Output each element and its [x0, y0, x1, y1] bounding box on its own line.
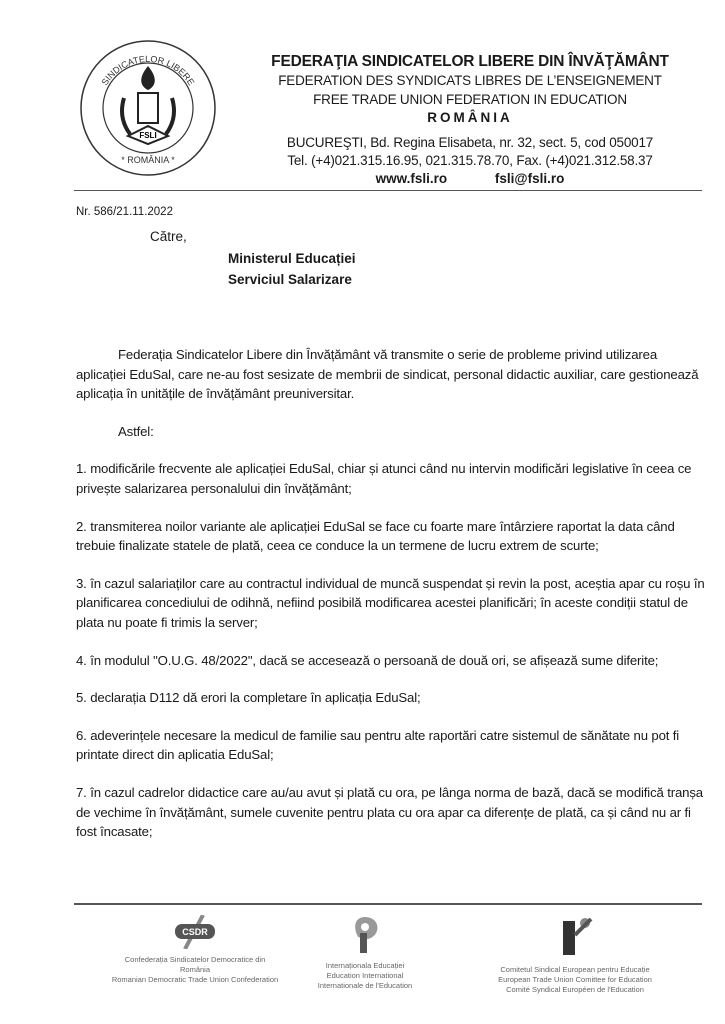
- footer-divider: [74, 903, 702, 905]
- astfel-label: Astfel:: [118, 423, 154, 439]
- list-item: 6. adeverințele necesare la medicul de familie sau pentru alte raportări catre sistemul de sănătate nu pot fi printate direct din aplicatia EduSal;: [76, 727, 680, 763]
- footer-etuce: [470, 915, 680, 995]
- list-item: 5. declarația D112 dă erori la completare în aplicația EduSal;: [76, 690, 421, 706]
- org-title: FEDERAŢIA SINDICATELOR LIBERE DIN ÎNVĂŢĂMÂNT: [271, 53, 669, 70]
- email-link[interactable]: fsli@fsli.ro: [494, 171, 565, 186]
- footer-text: Romanian Democratic Trade Union Confederation: [111, 975, 279, 984]
- footer-text: Confederația Sindicatelor Democratice din: [124, 955, 266, 964]
- etuce-logo: [555, 915, 595, 959]
- website-link[interactable]: www.fsli.ro: [375, 171, 448, 186]
- svg-text:* ROMÂNIA *: * ROMÂNIA *: [121, 155, 175, 165]
- footer-text: Internaționala Educației: [325, 961, 405, 970]
- org-name-fr: FEDERATION DES SYNDICATS LIBRES DE L’ENSEIGNEMENT: [278, 73, 662, 88]
- footer-text: Internationale de l'Education: [317, 981, 413, 990]
- fsli-seal-logo: [78, 38, 218, 178]
- header-divider: [74, 190, 702, 191]
- footer-text: Comitetul Sindical European pentru Educație: [500, 965, 650, 974]
- recipient-line-1: Ministerul Educației: [228, 251, 356, 266]
- list-item: 2. transmiterea noilor variante ale aplicației EduSal se face cu foarte mare întârziere raportat la data când trebuie finalizate statele de plată, ceea ce conduce la un termene de lucru extrem de scurte;: [76, 518, 675, 554]
- footer-ei: [300, 915, 430, 991]
- footer-text: Comité Syndical Européen de l'Education: [506, 985, 644, 994]
- education-international-logo: [348, 915, 382, 955]
- letter-body: [76, 345, 706, 860]
- csdr-logo: [173, 915, 217, 949]
- footer-text: Education International: [326, 971, 404, 980]
- footer-text: România: [179, 965, 210, 974]
- svg-text:SINDICATELOR LIBERE: SINDICATELOR LIBERE: [99, 53, 197, 88]
- list-item: 3. în cazul salariaților care au contractul individual de muncă suspendat și revin la post, aceștia apar cu roșu în planificarea concediului de odihnă, nefiind posibilă modificarea acestei planificări; în aceste condiții statul de plata nu poate fi trimis la server;: [76, 575, 705, 630]
- org-address: BUCUREŞTI, Bd. Regina Elisabeta, nr. 32, sect. 5, cod 050017: [286, 135, 654, 150]
- list-item: 1. modificările frecvente ale aplicației EduSal, chiar și atunci când nu intervin modificări legislative în ceea ce privește salarizarea personalului din învățământ;: [76, 461, 692, 496]
- recipient-line-2: Serviciul Salarizare: [228, 272, 352, 287]
- org-phone: Tel. (+4)021.315.16.95, 021.315.78.70, Fax. (+4)021.312.58.37: [287, 153, 653, 168]
- salutation: Către,: [150, 229, 187, 244]
- org-country: ROMÂNIA: [427, 110, 513, 125]
- footer-text: European Trade Union Comittee for Education: [498, 975, 652, 984]
- intro-paragraph: Federația Sindicatelor Libere din Învățământ vă transmite o serie de probleme privind utilizarea aplicației EduSal, care ne-au fost sesizate de membrii de sindicat, personal didactic auxiliar, care gestionează aplicația în unitățile de învățământ preuniversitar.: [76, 347, 699, 402]
- org-contacts: [240, 171, 700, 186]
- svg-text:CSDR: CSDR: [182, 927, 208, 937]
- reference-number: Nr. 586/21.11.2022: [76, 206, 173, 218]
- org-name-en: FREE TRADE UNION FEDERATION IN EDUCATION: [313, 92, 627, 107]
- list-item: 4. în modulul "O.U.G. 48/2022", dacă se accesează o persoană de două ori, se afișează sume diferite;: [76, 652, 659, 668]
- footer-csdr: [95, 915, 295, 985]
- svg-text:FSLI: FSLI: [139, 131, 157, 140]
- list-item: 7. în cazul cadrelor didactice care au/au avut și plată cu ora, pe lânga norma de bază, dacă se modifică tranșa de vechime în învățământ, sumele cuvenite pentru plata cu ora apar ca diferențe de plată, ca și când nu ar fi fost încasate;: [76, 784, 703, 840]
